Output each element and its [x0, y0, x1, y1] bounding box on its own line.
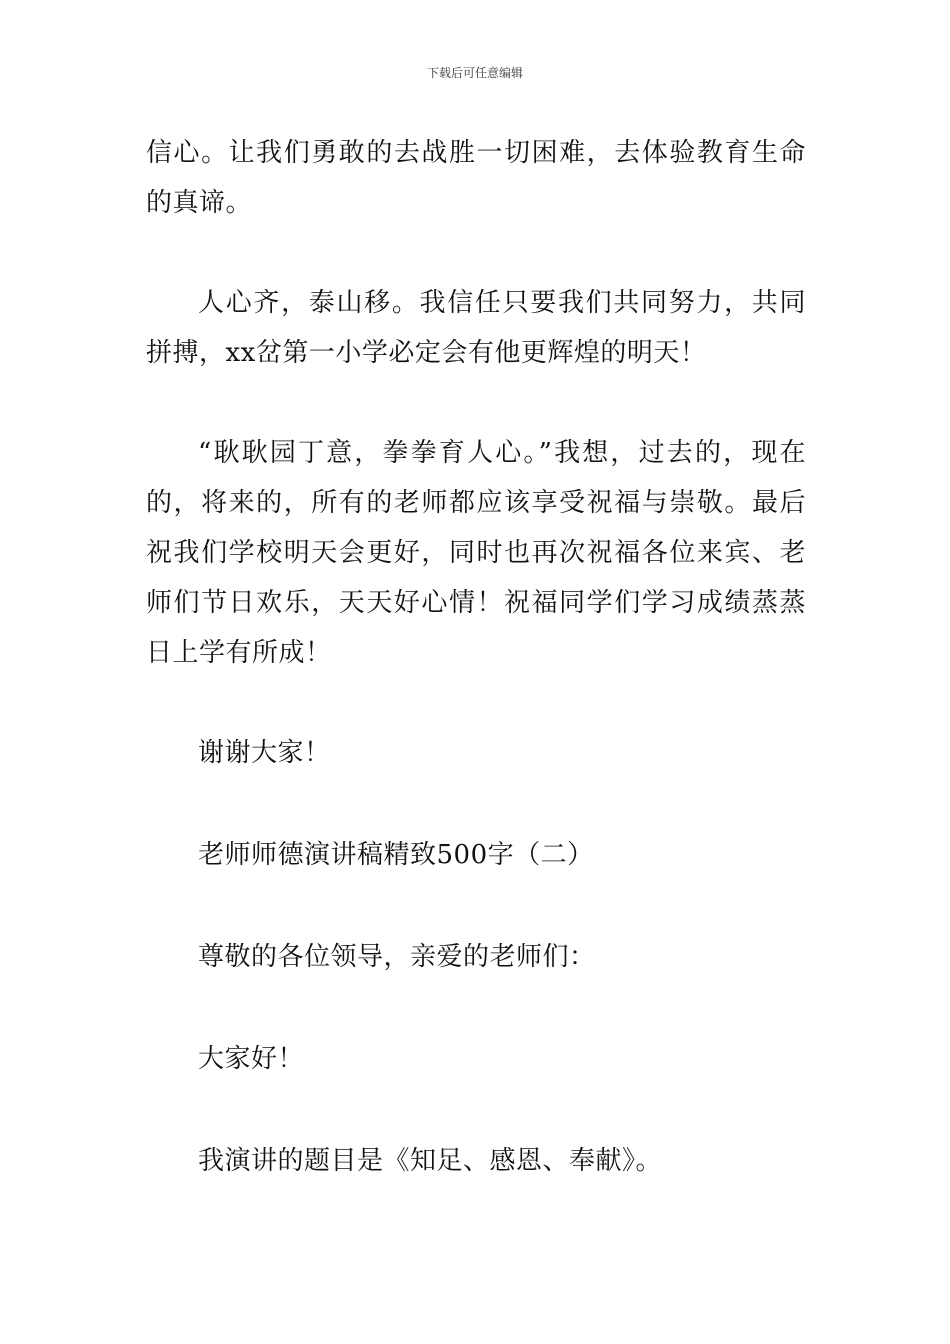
- document-body: [146, 128, 806, 1238]
- paragraph-blessing: “耿耿园丁意，拳拳育人心。”我想，过去的，现在的，将来的，所有的老师都应该享受祝福与崇敬。最后祝我们学校明天会更好，同时也再次祝福各位来宾、老师们节日欢乐，天天好心情！祝福同学们学习成绩蒸蒸日上学有所成！: [146, 438, 806, 668]
- paragraph-continuation: 信心。让我们勇敢的去战胜一切困难，去体验教育生命的真谛。: [146, 138, 806, 218]
- paragraph-greeting: 大家好！: [198, 1044, 305, 1074]
- paragraph-topic: 我演讲的题目是《知足、感恩、奉献》。: [198, 1146, 663, 1176]
- paragraph-unity: 人心齐，泰山移。我信任只要我们共同努力，共同拼搏，xx岔第一小学必定会有他更辉煌的明天！: [146, 288, 806, 368]
- paragraph-salutation: 尊敬的各位领导，亲爱的老师们：: [198, 942, 596, 972]
- paragraph-thanks: 谢谢大家！: [198, 738, 331, 768]
- section-title: 老师师德演讲稿精致500字（二）: [198, 840, 594, 870]
- page-header: 下载后可任意编辑: [426, 66, 523, 80]
